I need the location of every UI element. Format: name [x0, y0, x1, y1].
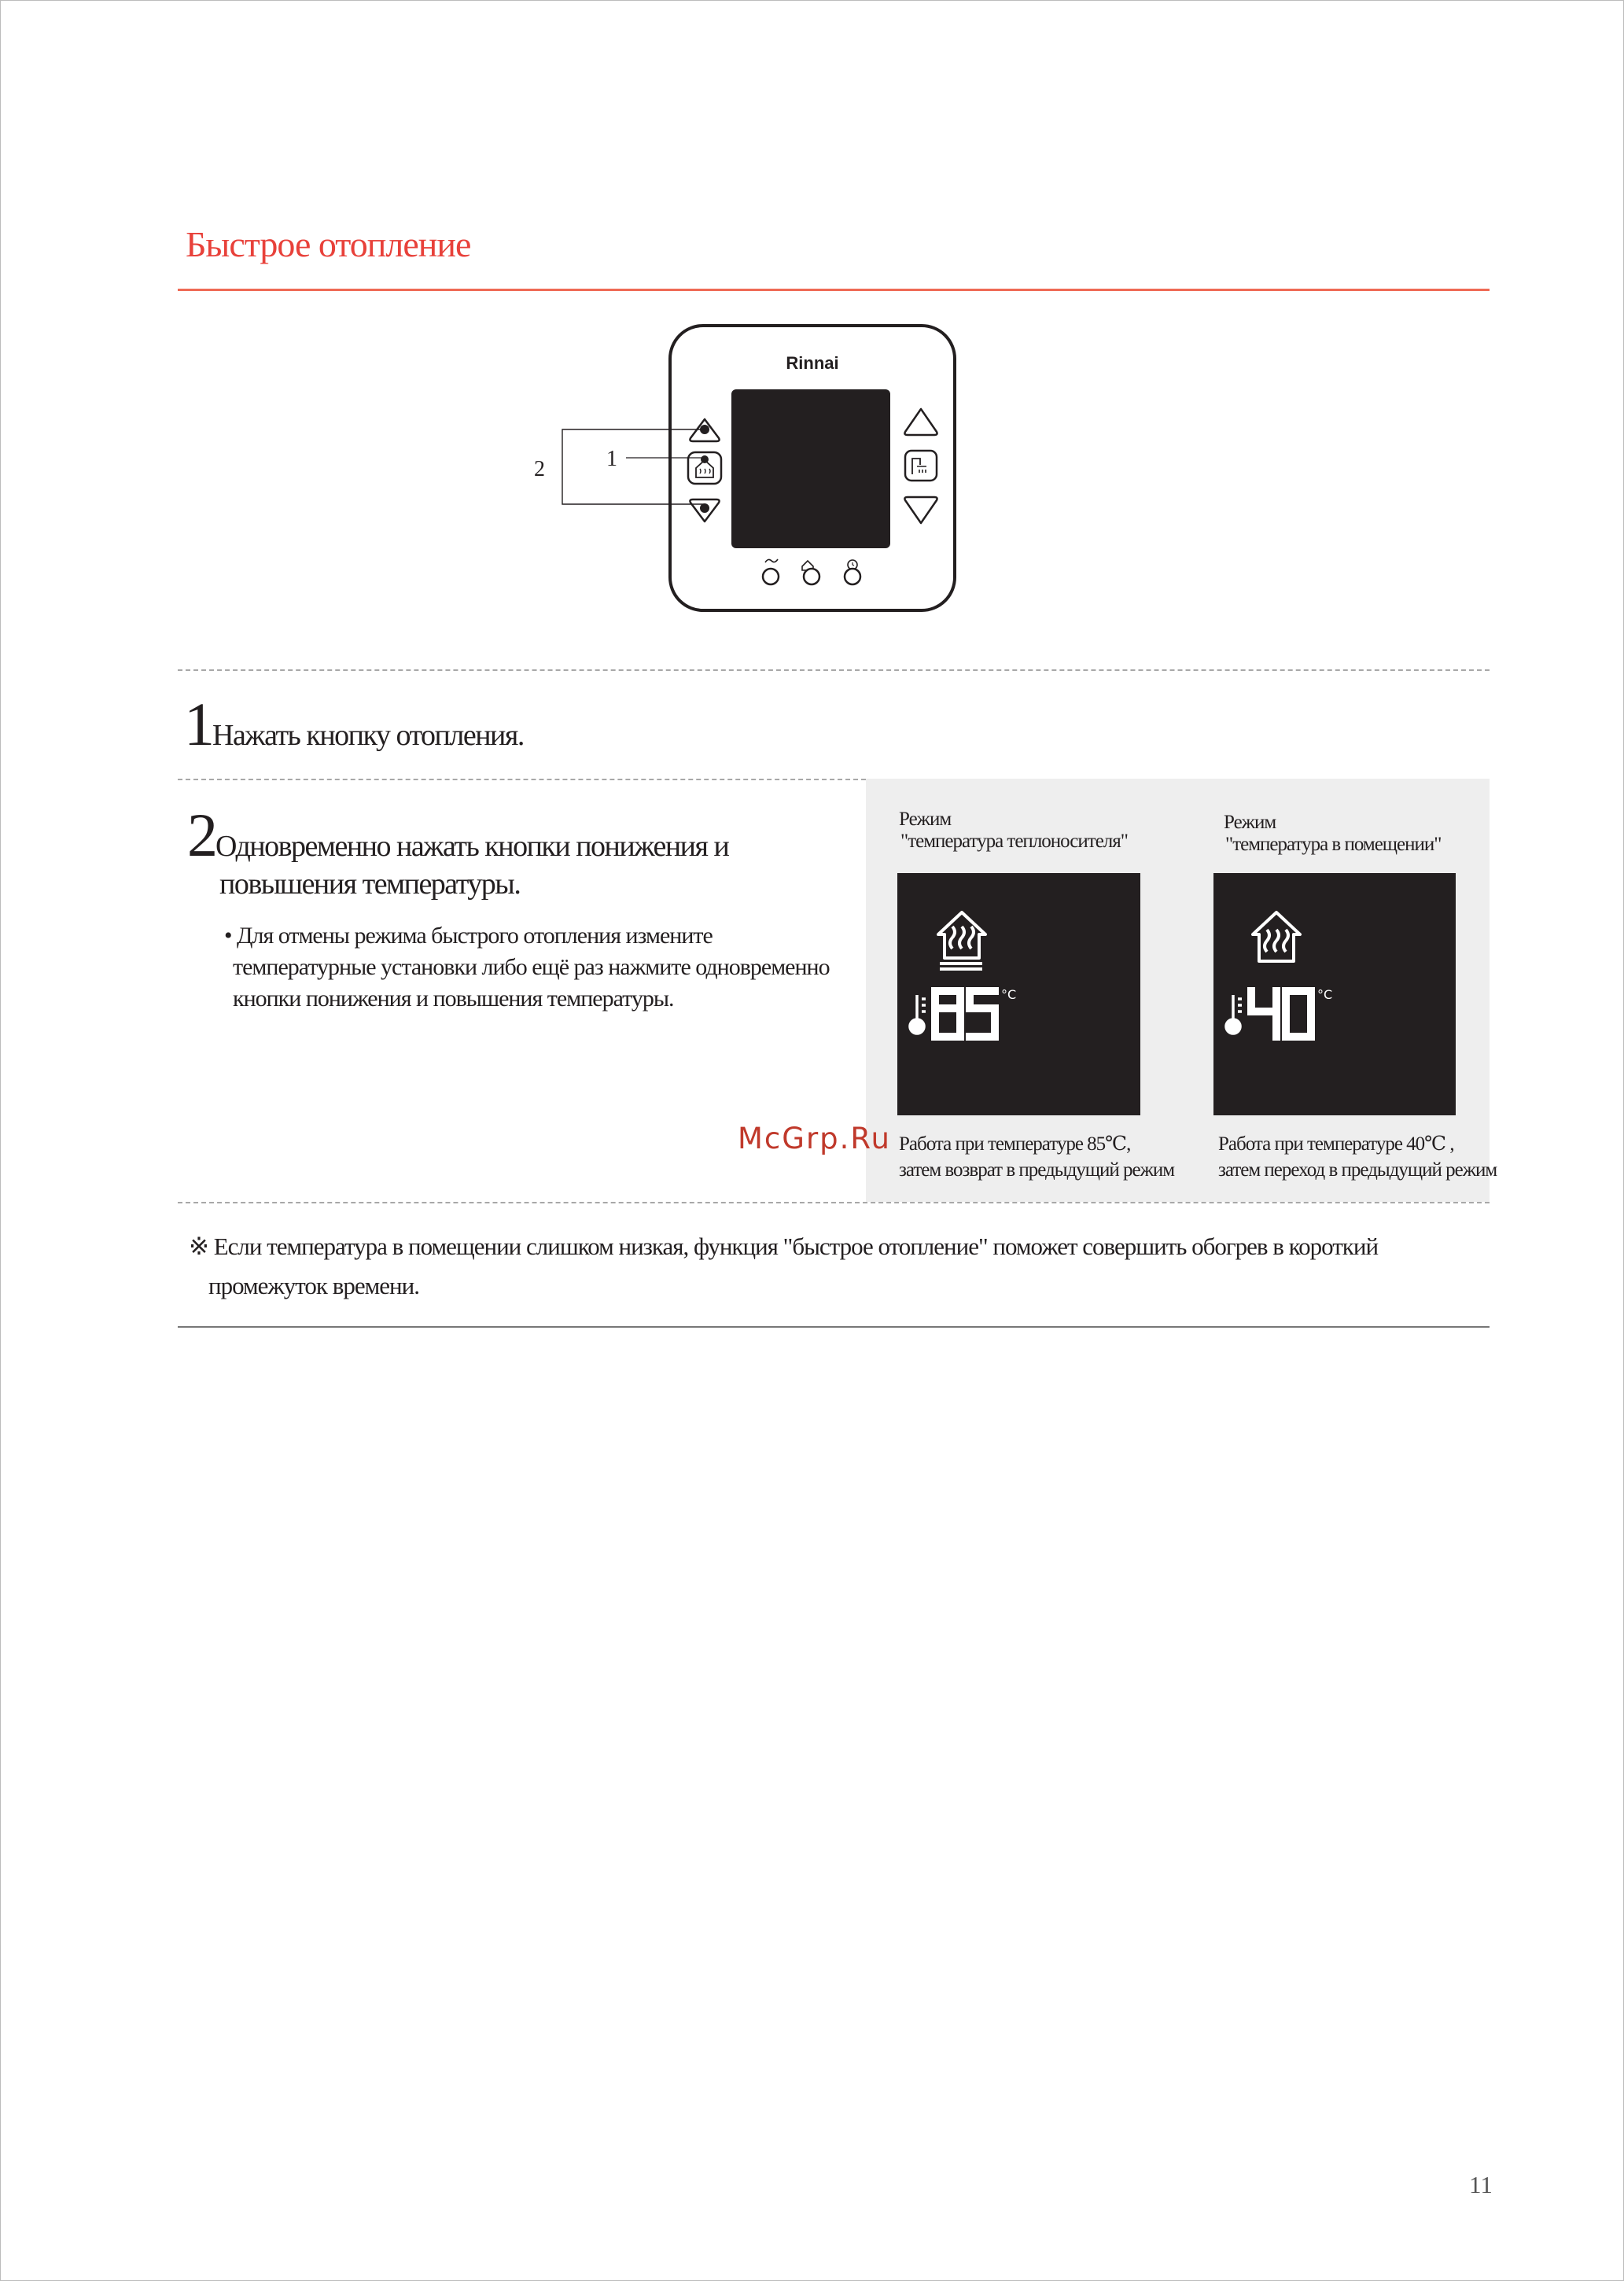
- dashed-divider-top: [178, 669, 1490, 671]
- mode-1-label-line2: "температура теплоносителя": [900, 831, 1128, 852]
- brand-logo: Rinnai: [786, 353, 839, 373]
- dashed-divider-bottom: [178, 1202, 1490, 1203]
- mode-1-temp-digits: [935, 991, 995, 1037]
- step-2: [187, 801, 729, 869]
- thermometer-icon: [910, 995, 926, 1034]
- mode-2-label-line1: Режим: [1224, 812, 1276, 833]
- mode-1-caption-line1: Работа при температуре 85℃,: [899, 1133, 1131, 1155]
- footnote: [189, 1227, 1479, 1306]
- thermometer-icon: [1226, 995, 1242, 1034]
- step-2-text-line1: Одновременно нажать кнопки понижения и: [215, 830, 729, 863]
- watermark: McGrp.Ru: [738, 1122, 891, 1155]
- step-2-note-line1: • Для отмены режима быстрого отопления измените: [224, 923, 713, 949]
- footnote-line2: промежуток времени.: [208, 1272, 419, 1299]
- callout-label-1: 1: [606, 447, 617, 471]
- page-title: Быстрое отопление: [186, 224, 471, 264]
- step-1-number: 1: [184, 690, 212, 758]
- mode-2-temp-digits: [1251, 991, 1311, 1037]
- heating-house-icon: [938, 912, 985, 969]
- footnote-line1: ※ Если температура в помещении слишком низкая, функция "быстрое отопление" поможет совершить обогрев в короткий: [189, 1233, 1379, 1260]
- mode-2-display: [1213, 873, 1456, 1115]
- device-screen: [731, 389, 890, 548]
- title-rule: [178, 289, 1490, 291]
- mode-1-unit: °C: [1001, 987, 1017, 1002]
- step-2-text-line2: повышения температуры.: [219, 868, 521, 901]
- step-1: [184, 690, 524, 758]
- callout-label-2: 2: [534, 457, 545, 481]
- bottom-rule: [178, 1326, 1490, 1328]
- mode-2-unit: °C: [1317, 987, 1333, 1002]
- mode-1-label-line1: Режим: [899, 809, 952, 830]
- mode-2-caption-line2: затем переход в предыдущий режим: [1218, 1159, 1497, 1181]
- mode-1-caption-line2: затем возврат в предыдущий режим: [899, 1159, 1175, 1181]
- thermostat-illustration: [519, 319, 975, 621]
- page-number: 11: [1469, 2171, 1493, 2198]
- step-2-note-line3: кнопки понижения и повышения температуры.: [233, 986, 674, 1012]
- step-1-text: Нажать кнопку отопления.: [212, 719, 524, 752]
- step-2-note-line2: температурные установки либо ещё раз нажмите одновременно: [233, 954, 830, 980]
- left-heating-button: [688, 452, 721, 484]
- dashed-divider-middle: [178, 779, 866, 780]
- mode-2-caption-line1: Работа при температуре 40℃ ,: [1218, 1133, 1454, 1155]
- right-hotwater-button: [905, 451, 937, 481]
- mode-2-label-line2: "температура в помещении": [1225, 834, 1442, 855]
- step-2-number: 2: [187, 801, 215, 869]
- mode-1-display: [897, 873, 1140, 1115]
- heating-house-icon: [1253, 912, 1300, 961]
- mode-1-value: 85: [897, 873, 898, 874]
- mode-2-value: 40: [1213, 873, 1214, 874]
